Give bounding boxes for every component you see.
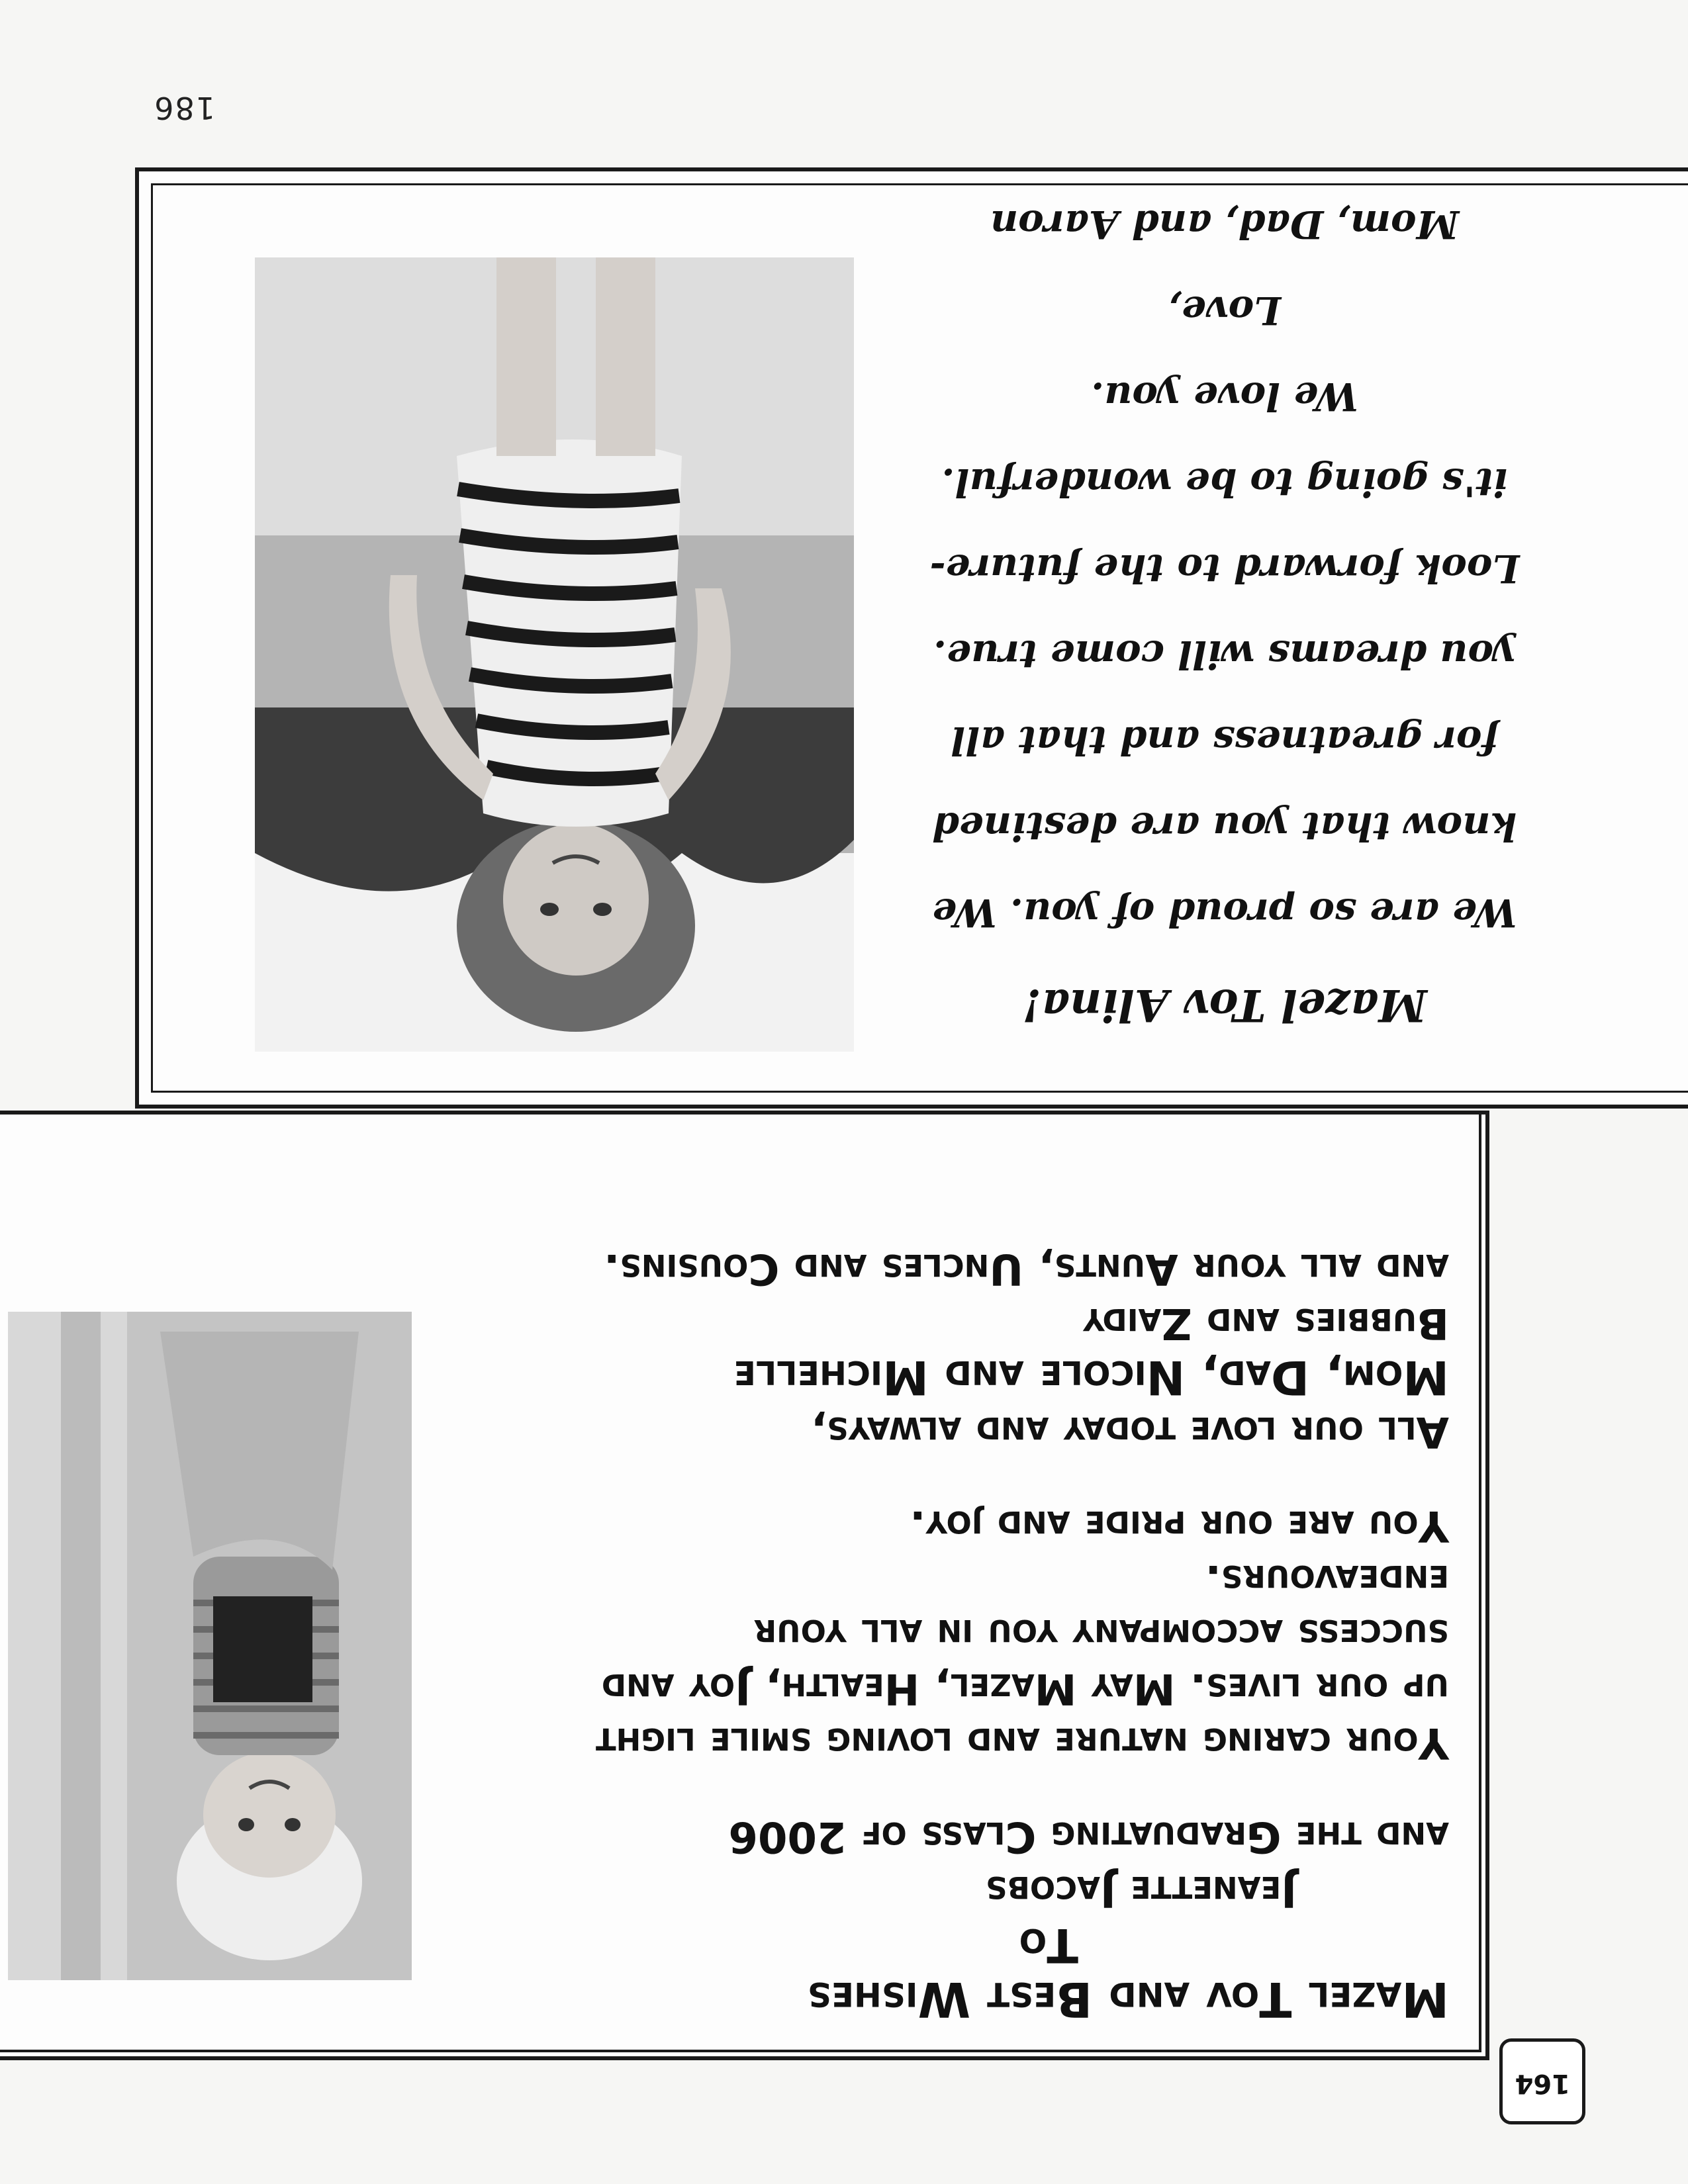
page-tag (1499, 2038, 1585, 2124)
jeanette-line: up our lives. May Mazel, Health, Joy and (601, 1664, 1449, 1713)
jeanette-line: and the Graduating Class of 2006 (728, 1812, 1449, 1861)
alina-line: Look forward to the future- (929, 546, 1520, 591)
jeanette-line: Jeanette Jacobs (986, 1866, 1297, 1915)
alina-line: We are so proud of you. We (932, 890, 1517, 935)
jeanette-line: To (1019, 1918, 1078, 1972)
jeanette-message (443, 1242, 1449, 2026)
jeanette-line: endeavours. (1205, 1555, 1449, 1604)
alina-line: you dreams will come true. (933, 632, 1516, 677)
page-tag-number: 164 (1515, 2068, 1570, 2099)
alina-message (880, 181, 1569, 1048)
alina-line: Mom, Dad, and Aaron (990, 202, 1459, 247)
jeanette-line: Mom, Dad, Nicole and Michelle (733, 1350, 1449, 1404)
ad-jeanette (0, 1111, 1489, 2060)
page-number: 186 (153, 90, 215, 126)
alina-line: know that you are destined (932, 804, 1517, 849)
ad-alina (135, 167, 1688, 1109)
jeanette-line: Your caring nature and loving smile light (595, 1718, 1449, 1767)
jeanette-line: success accompany you in all your (753, 1610, 1449, 1659)
jeanette-line: You are our pride and joy. (910, 1501, 1449, 1550)
jeanette-line: and all your Aunts, Uncles and Cousins. (604, 1244, 1449, 1293)
alina-line: Love, (1168, 288, 1282, 333)
jeanette-photo (8, 1312, 412, 1980)
alina-photo (255, 257, 854, 1052)
jeanette-line: Mazel Tov and Best Wishes (807, 1972, 1449, 2027)
alina-line: We love you. (1091, 374, 1358, 419)
jeanette-line: All our love today and always, (810, 1407, 1449, 1456)
jeanette-line: Bubbies and Zaidy (1083, 1298, 1449, 1347)
alina-title: Mazel Tov Alina! (1022, 979, 1427, 1031)
alina-line: for greatness and that all (951, 718, 1499, 763)
alina-line: it's going to be wonderful. (941, 460, 1508, 505)
